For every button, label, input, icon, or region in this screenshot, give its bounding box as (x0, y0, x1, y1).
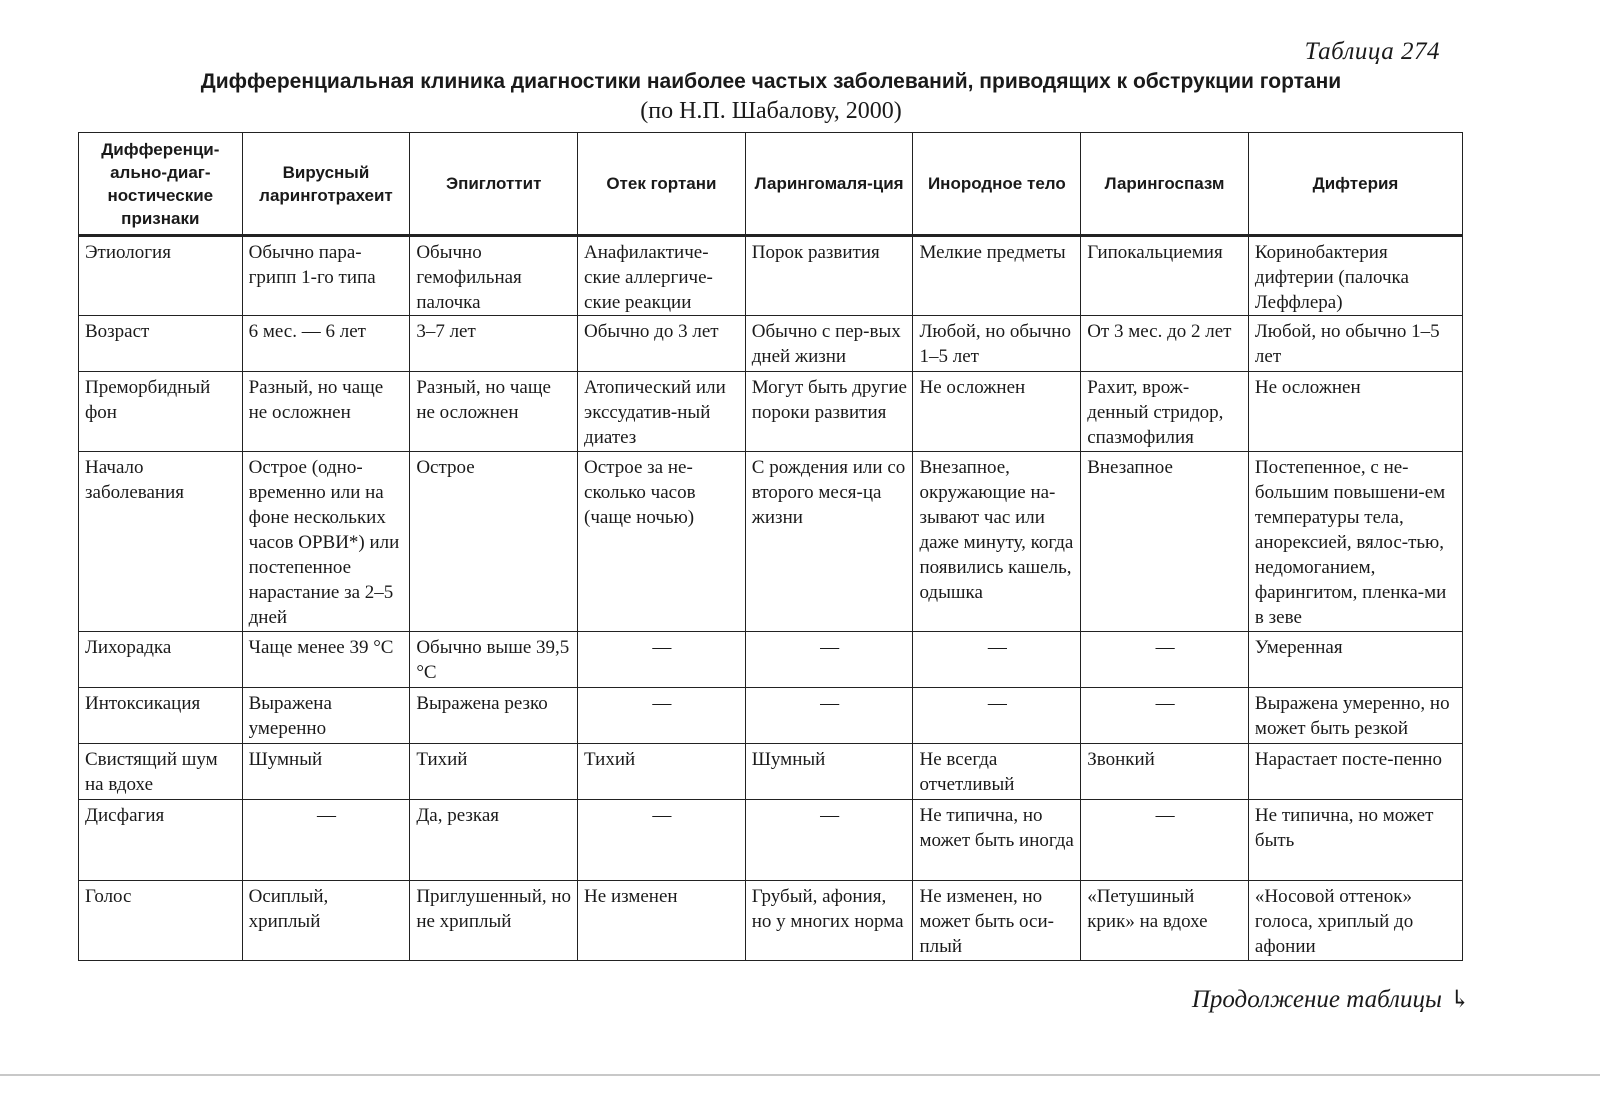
table-cell: 6 мес. — 6 лет (242, 316, 410, 372)
row-label-cell: Свистящий шум на вдохе (79, 744, 243, 800)
table-cell: Выражена умеренно (242, 688, 410, 744)
row-label-cell: Начало заболевания (79, 452, 243, 632)
row-label-cell: Дисфагия (79, 800, 243, 881)
row-label-cell: Интоксикация (79, 688, 243, 744)
table-cell: Умеренная (1248, 632, 1462, 688)
table-cell: Внезапное, окружающие на-зывают час или даже минуту, когда появились кашель, одышка (913, 452, 1081, 632)
table-cell: Внезапное (1081, 452, 1249, 632)
table-cell: Не типична, но может быть иногда (913, 800, 1081, 881)
table-row (79, 632, 1463, 688)
table-cell: — (578, 800, 746, 881)
table-cell: Тихий (410, 744, 578, 800)
column-header: Отек гортани (578, 133, 746, 236)
table-cell: Не типична, но может быть (1248, 800, 1462, 881)
table-cell: Звонкий (1081, 744, 1249, 800)
table-row (79, 688, 1463, 744)
table-cell: Любой, но обычно 1–5 лет (1248, 316, 1462, 372)
table-subtitle: (по Н.П. Шабалову, 2000) (640, 98, 902, 124)
table-cell: Обычно до 3 лет (578, 316, 746, 372)
table-cell: Не изменен (578, 881, 746, 961)
row-label-cell: Голос (79, 881, 243, 961)
table-cell: — (913, 688, 1081, 744)
table-cell: Атопический или экссудатив-ный диатез (578, 372, 746, 452)
table-cell: Анафилактиче-ские аллергиче-ские реакции (578, 236, 746, 316)
table-row (79, 236, 1463, 316)
table-cell: Не осложнен (1248, 372, 1462, 452)
row-label-cell: Лихорадка (79, 632, 243, 688)
arrow-down-right-icon: ↳ (1449, 987, 1470, 1013)
table-cell: Острое (одно-временно или на фоне нескольких часов ОРВИ*) или постепенное нарастание за 2–5 дней (242, 452, 410, 632)
table-cell: От 3 мес. до 2 лет (1081, 316, 1249, 372)
column-header: Ларингомаля-ция (745, 133, 913, 236)
table-header-row (79, 133, 1463, 236)
table-cell: — (745, 688, 913, 744)
table-cell: — (745, 800, 913, 881)
table-cell: С рождения или со второго меся-ца жизни (745, 452, 913, 632)
continuation-label: Продолжение таблицы (1191, 985, 1442, 1013)
column-header: Эпиглоттит (410, 133, 578, 236)
table-cell: — (578, 688, 746, 744)
table-cell: «Носовой оттенок» голоса, хриплый до афонии (1248, 881, 1462, 961)
table-cell: — (242, 800, 410, 881)
table-row (79, 452, 1463, 632)
table-cell: Не всегда отчетливый (913, 744, 1081, 800)
page-edge-line (0, 1074, 1600, 1076)
table-cell: — (1081, 800, 1249, 881)
row-label-cell: Возраст (79, 316, 243, 372)
table-cell: Могут быть другие пороки развития (745, 372, 913, 452)
table-cell: Тихий (578, 744, 746, 800)
column-header: Дифтерия (1248, 133, 1462, 236)
table-cell: Выражена умеренно, но может быть резкой (1248, 688, 1462, 744)
table-cell: Разный, но чаще не осложнен (242, 372, 410, 452)
table-cell: Рахит, врож-денный стридор, спазмофилия (1081, 372, 1249, 452)
table-cell: Обычно гемофильная палочка (410, 236, 578, 316)
table-cell: Коринобактерия дифтерии (палочка Леффлера) (1248, 236, 1462, 316)
table-title: Дифференциальная клиника диагностики наиболее частых заболеваний, приводящих к обструкции гортани (200, 70, 1342, 93)
table-cell: Острое за не-сколько часов (чаще ночью) (578, 452, 746, 632)
table-cell: Обычно с пер-вых дней жизни (745, 316, 913, 372)
row-label-cell: Этиология (79, 236, 243, 316)
table-cell: Гипокальциемия (1081, 236, 1249, 316)
table-cell: Не изменен, но может быть оси-плый (913, 881, 1081, 961)
table-row (79, 744, 1463, 800)
table-cell: — (913, 632, 1081, 688)
table-cell: Постепенное, с не-большим повышени-ем температуры тела, анорексией, вялос-тью, недомоганием, фарингитом, пленка-ми в зеве (1248, 452, 1462, 632)
table-cell: — (1081, 632, 1249, 688)
column-header: Вирусный ларинготрахеит (242, 133, 410, 236)
table-cell: Шумный (242, 744, 410, 800)
table-row (79, 800, 1463, 881)
table-cell: Любой, но обычно 1–5 лет (913, 316, 1081, 372)
table-row (79, 881, 1463, 961)
continuation-note (1192, 985, 1470, 1014)
table-number: Таблица 274 (1304, 38, 1440, 65)
table-cell: «Петушиный крик» на вдохе (1081, 881, 1249, 961)
table-cell: Порок развития (745, 236, 913, 316)
differential-table (78, 132, 1463, 961)
column-header: Дифференци-ально-диаг-ностические признаки (79, 133, 243, 236)
table-cell: — (1081, 688, 1249, 744)
column-header: Инородное тело (913, 133, 1081, 236)
table-cell: Осиплый, хриплый (242, 881, 410, 961)
table-cell: Острое (410, 452, 578, 632)
table-cell: — (745, 632, 913, 688)
table-row (79, 316, 1463, 372)
table-cell: Разный, но чаще не осложнен (410, 372, 578, 452)
table-cell: — (578, 632, 746, 688)
table-cell: Обычно пара-грипп 1-го типа (242, 236, 410, 316)
column-header: Ларингоспазм (1081, 133, 1249, 236)
table-row (79, 372, 1463, 452)
table-cell: Мелкие предметы (913, 236, 1081, 316)
table-cell: Грубый, афония, но у многих норма (745, 881, 913, 961)
table-cell: Не осложнен (913, 372, 1081, 452)
table-cell: 3–7 лет (410, 316, 578, 372)
table-cell: Обычно выше 39,5 °C (410, 632, 578, 688)
table-cell: Нарастает посте-пенно (1248, 744, 1462, 800)
table-cell: Да, резкая (410, 800, 578, 881)
row-label-cell: Преморбидный фон (79, 372, 243, 452)
table-cell: Чаще менее 39 °C (242, 632, 410, 688)
table-cell: Выражена резко (410, 688, 578, 744)
table-cell: Приглушенный, но не хриплый (410, 881, 578, 961)
table-cell: Шумный (745, 744, 913, 800)
